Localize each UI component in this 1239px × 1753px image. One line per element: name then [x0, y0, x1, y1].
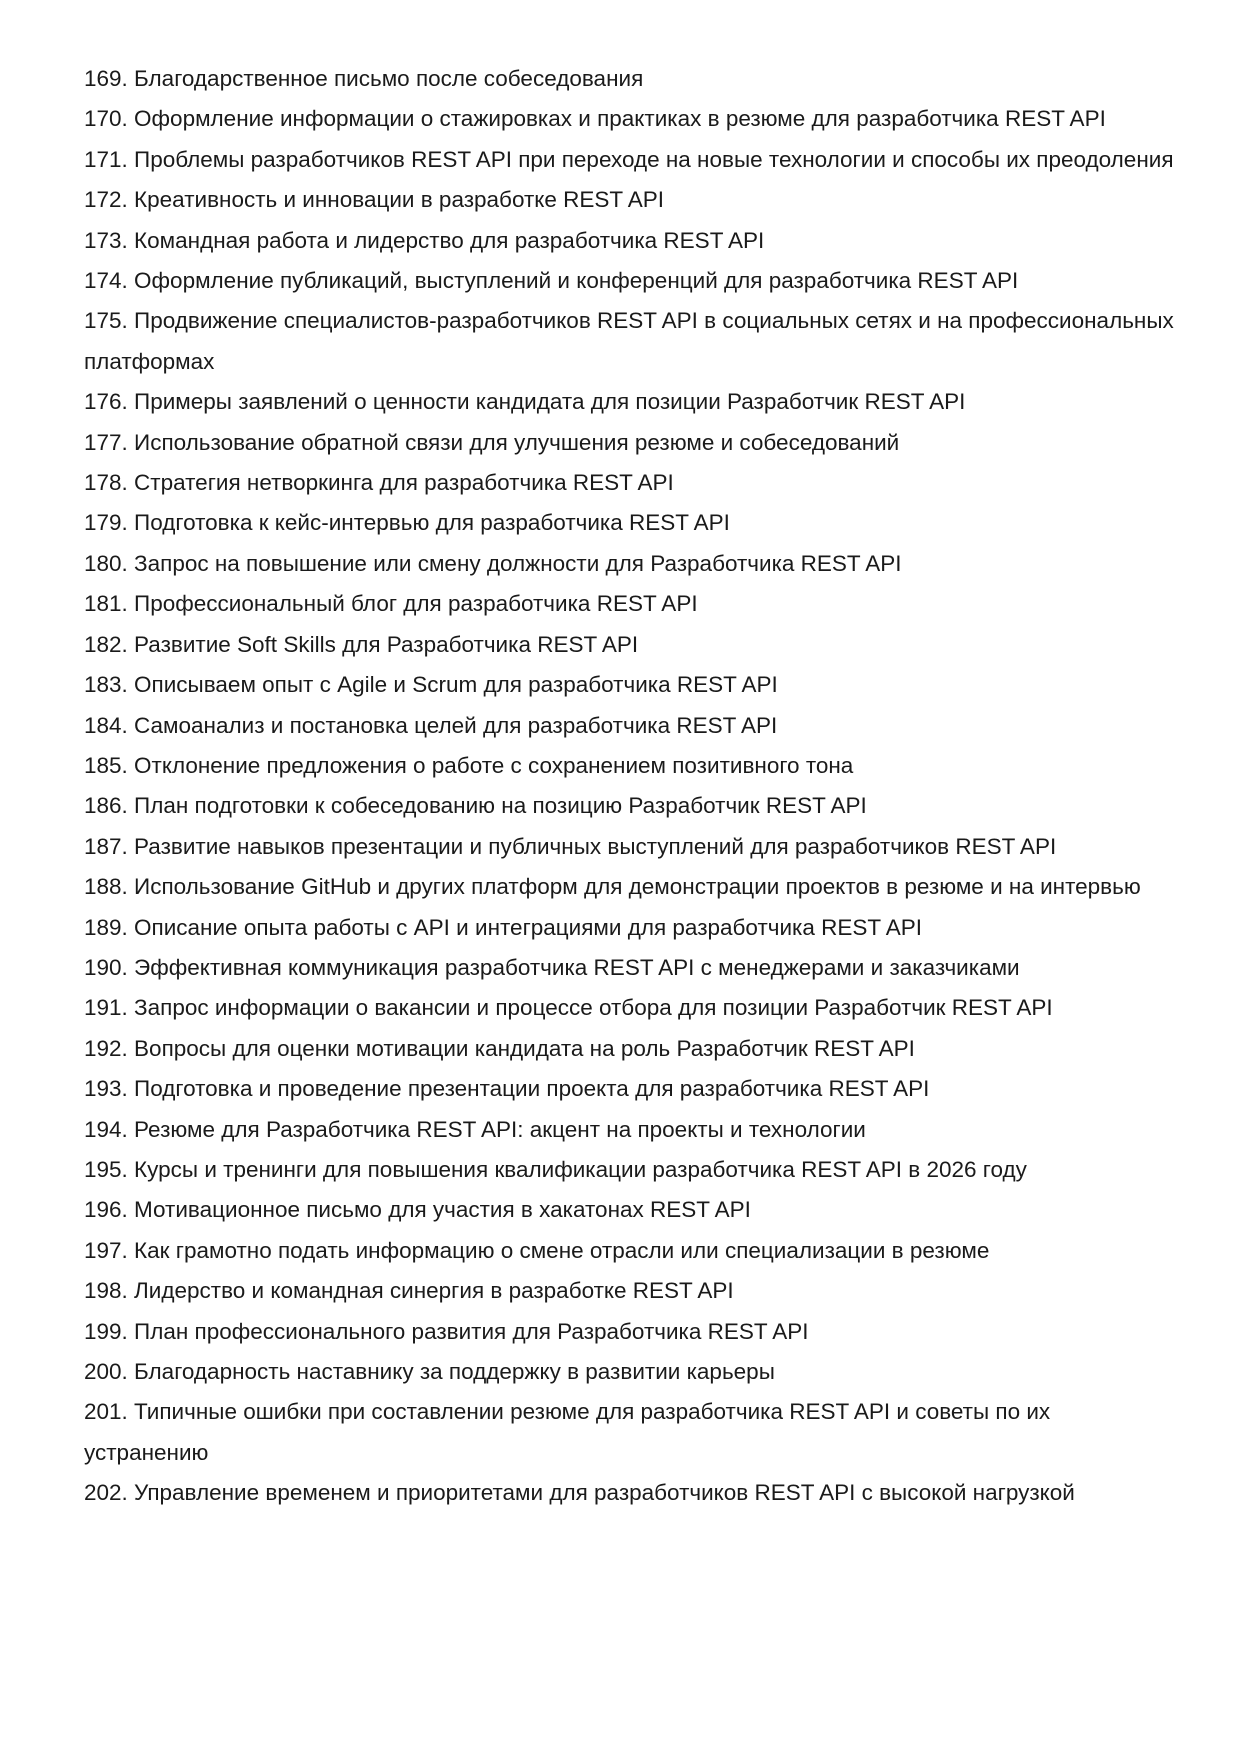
list-item: 197. Как грамотно подать информацию о смене отрасли или специализации в резюме: [84, 1237, 990, 1263]
list-item: 201. Типичные ошибки при составлении резюме для разработчика REST API и советы по их устранению: [84, 1399, 1051, 1465]
list-item: 179. Подготовка к кейс-интервью для разработчика REST API: [84, 510, 730, 536]
list-item: 180. Запрос на повышение или смену должности для Разработчика REST API: [84, 550, 902, 576]
list-item: 171. Проблемы разработчиков REST API при переходе на новые технологии и способы их преодоления: [84, 146, 1174, 172]
list-item: 189. Описание опыта работы с API и интеграциями для разработчика REST API: [84, 914, 923, 940]
list-item: 175. Продвижение специалистов-разработчиков REST API в социальных сетях и на профессиональных платформах: [84, 308, 1174, 374]
list-item: 195. Курсы и тренинги для повышения квалификации разработчика REST API в 2026 году: [84, 1156, 1027, 1182]
list-item: 183. Описываем опыт с Agile и Scrum для разработчика REST API: [84, 672, 778, 698]
list-item: 173. Командная работа и лидерство для разработчика REST API: [84, 227, 765, 253]
list-item: 194. Резюме для Разработчика REST API: акцент на проекты и технологии: [84, 1116, 866, 1142]
list-item: 182. Развитие Soft Skills для Разработчика REST API: [84, 631, 639, 657]
list-item: 199. План профессионального развития для Разработчика REST API: [84, 1318, 809, 1344]
list-item: 172. Креативность и инновации в разработке REST API: [84, 187, 665, 213]
topic-list: [84, 59, 1176, 1514]
list-item: 181. Профессиональный блог для разработчика REST API: [84, 591, 698, 617]
list-item: 200. Благодарность наставнику за поддержку в развитии карьеры: [84, 1359, 775, 1384]
list-item: 186. План подготовки к собеседованию на позицию Разработчик REST API: [84, 793, 867, 819]
list-item: 169. Благодарственное письмо после собеседования: [84, 66, 644, 91]
list-item: 170. Оформление информации о стажировках и практиках в резюме для разработчика REST API: [84, 106, 1106, 132]
list-item: 202. Управление временем и приоритетами для разработчиков REST API с высокой нагрузкой: [84, 1480, 1075, 1506]
list-item: 196. Мотивационное письмо для участия в хакатонах REST API: [84, 1197, 751, 1223]
list-item: 190. Эффективная коммуникация разработчика REST API с менеджерами и заказчиками: [84, 954, 1020, 980]
list-item: 174. Оформление публикаций, выступлений и конференций для разработчика REST API: [84, 268, 1019, 294]
list-item: 187. Развитие навыков презентации и публичных выступлений для разработчиков REST API: [84, 833, 1057, 859]
list-item: 192. Вопросы для оценки мотивации кандидата на роль Разработчик REST API: [84, 1035, 915, 1061]
list-item: 191. Запрос информации о вакансии и процессе отбора для позиции Разработчик REST API: [84, 995, 1053, 1021]
list-item: 177. Использование обратной связи для улучшения резюме и собеседований: [84, 429, 900, 455]
list-item: 176. Примеры заявлений о ценности кандидата для позиции Разработчик REST API: [84, 389, 966, 415]
list-item: 198. Лидерство и командная синергия в разработке REST API: [84, 1278, 734, 1304]
list-item: 193. Подготовка и проведение презентации проекта для разработчика REST API: [84, 1076, 930, 1102]
list-item: 178. Стратегия нетворкинга для разработчика REST API: [84, 470, 674, 496]
list-item: 188. Использование GitHub и других платформ для демонстрации проектов в резюме и на интервью: [84, 874, 1141, 900]
list-item: 185. Отклонение предложения о работе с сохранением позитивного тона: [84, 752, 854, 778]
list-item: 184. Самоанализ и постановка целей для разработчика REST API: [84, 712, 778, 738]
